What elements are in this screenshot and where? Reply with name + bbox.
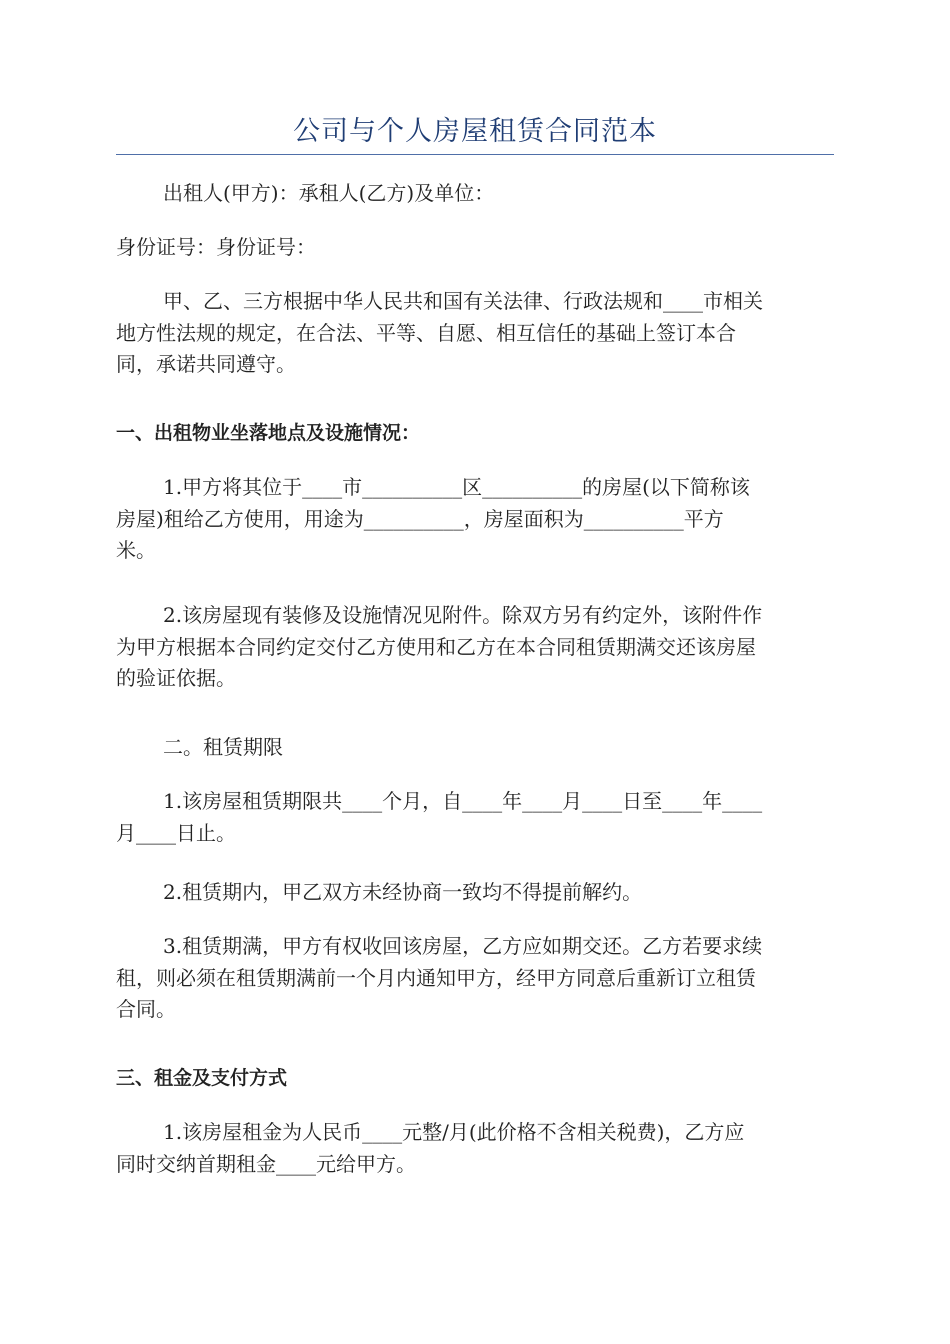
section-2-item-2 (116, 877, 881, 909)
id-line (116, 232, 834, 264)
item-line: 2.租赁期内，甲乙双方未经协商一致均不得提前解约。 (163, 880, 643, 904)
preamble-line: 甲、乙、三方根据中华人民共和国有关法律、行政法规和____市相关 (163, 289, 763, 313)
preamble-line: 地方性法规的规定，在合法、平等、自愿、相互信任的基础上签订本合 (116, 320, 736, 345)
section-1-heading-text: 一、出租物业坐落地点及设施情况： (116, 422, 421, 444)
item-line: 1.该房屋租金为人民币____元整/月(此价格不含相关税费)，乙方应 (163, 1120, 745, 1144)
item-line: 3.租赁期满，甲方有权收回该房屋，乙方应如期交还。乙方若要求续 (163, 934, 763, 958)
item-line: 月____日止。 (116, 820, 236, 845)
section-1-heading (116, 418, 834, 450)
section-3-heading (116, 1063, 834, 1095)
parties-line (116, 178, 881, 210)
section-3-heading-text: 三、租金及支付方式 (116, 1067, 288, 1089)
item-line: 的验证依据。 (116, 666, 236, 690)
section-1-item-1 (116, 472, 834, 567)
section-3-item-1 (116, 1117, 834, 1180)
section-2-heading-text: 二。租赁期限 (163, 735, 283, 759)
item-line: 房屋)租给乙方使用，用途为__________，房屋面积为__________平方 (116, 506, 724, 531)
item-line: 合同。 (116, 997, 176, 1021)
section-2-item-1 (116, 786, 834, 849)
item-line: 米。 (116, 538, 156, 562)
item-line: 为甲方根据本合同约定交付乙方使用和乙方在本合同租赁期满交还该房屋 (116, 634, 756, 659)
item-line: 租，则必须在租赁期满前一个月内通知甲方，经甲方同意后重新订立租赁 (116, 965, 756, 990)
section-1-item-2 (116, 600, 834, 695)
item-line: 同时交纳首期租金____元给甲方。 (116, 1151, 416, 1176)
id-text: 身份证号：身份证号： (116, 235, 316, 259)
document-title: 公司与个人房屋租赁合同范本 (293, 116, 657, 147)
item-line: 1.甲方将其位于____市__________区__________的房屋(以下简称该 (163, 475, 750, 499)
preamble-paragraph (116, 286, 834, 381)
parties-text: 出租人(甲方)：承租人(乙方)及单位： (163, 181, 495, 205)
title-underline (116, 154, 834, 155)
section-2-item-3 (116, 931, 834, 1026)
item-line: 1.该房屋租赁期限共____个月，自____年____月____日至____年____ (163, 789, 763, 813)
item-line: 2.该房屋现有装修及设施情况见附件。除双方另有约定外，该附件作 (163, 603, 763, 627)
section-2-heading (116, 732, 881, 764)
preamble-line: 同，承诺共同遵守。 (116, 352, 296, 376)
